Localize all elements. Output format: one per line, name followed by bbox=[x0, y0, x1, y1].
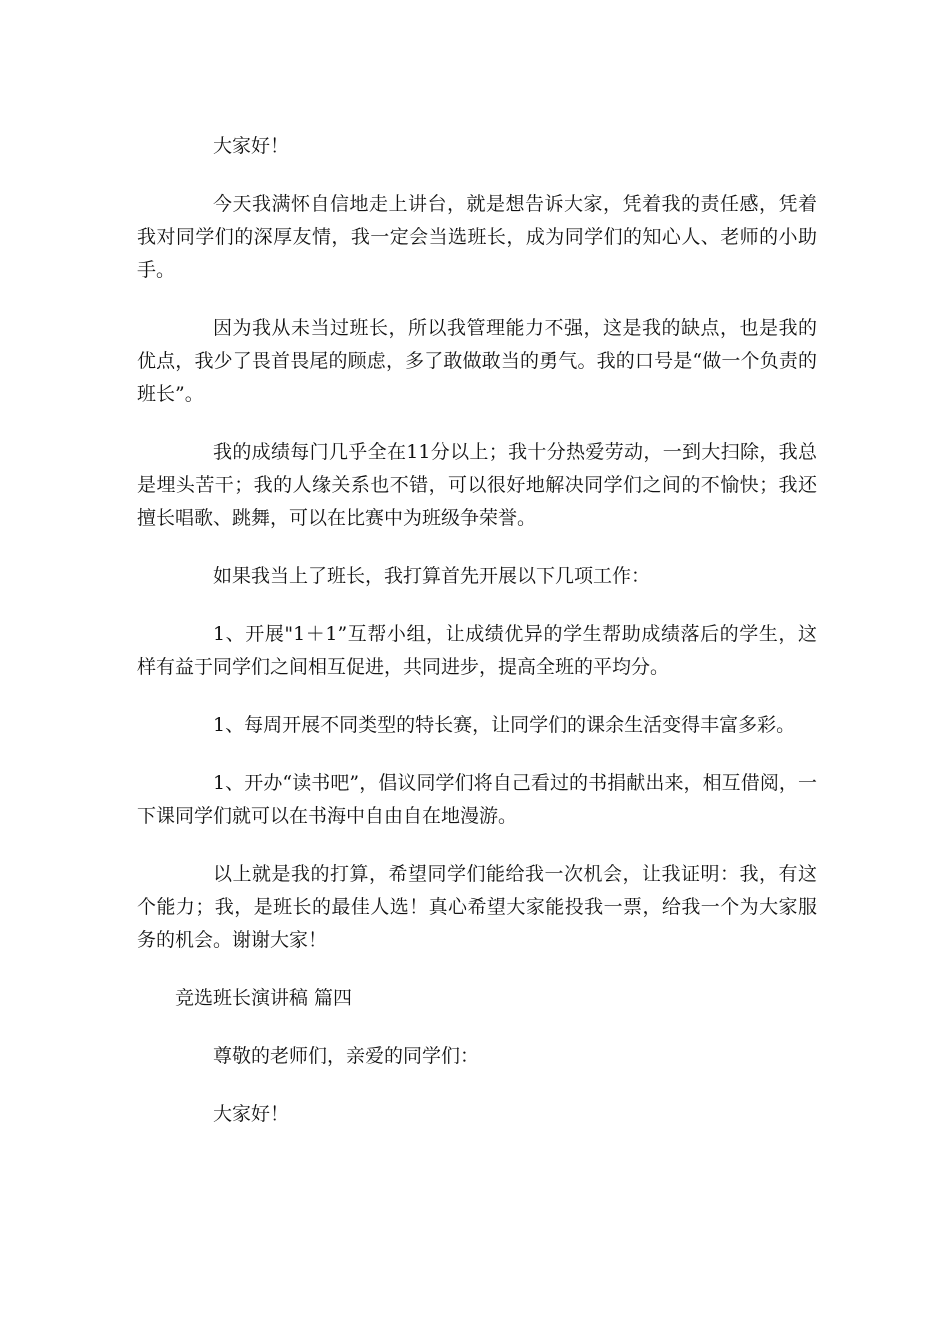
greeting-paragraph: 大家好！ bbox=[213, 135, 290, 157]
intro-paragraph: 今天我满怀自信地走上讲台，就是想告诉大家，凭着我的责任感，凭着我对同学们的深厚友情，我一定会当选班长，成为同学们的知心人、老师的小助手。 bbox=[137, 193, 817, 281]
speech-body bbox=[137, 130, 817, 1156]
closing-greeting-paragraph: 大家好！ bbox=[213, 1103, 290, 1125]
strengths-paragraph: 我的成绩每门几乎全在11分以上；我十分热爱劳动，一到大扫除，我总是埋头苦干；我的人缘关系也不错，可以很好地解决同学们之间的不愉快；我还擅长唱歌、跳舞，可以在比赛中为班级争荣誉。 bbox=[137, 441, 817, 529]
section-heading: 竞选班长演讲稿 篇四 bbox=[175, 987, 353, 1009]
plan-item-3: 1、开办“读书吧”，倡议同学们将自己看过的书捐献出来，相互借阅，一下课同学们就可以在书海中自由自在地漫游。 bbox=[137, 772, 817, 827]
plan-item-2: 1、每周开展不同类型的特长赛，让同学们的课余生活变得丰富多彩。 bbox=[213, 714, 796, 736]
weakness-paragraph: 因为我从未当过班长，所以我管理能力不强，这是我的缺点，也是我的优点，我少了畏首畏尾的顾虑，多了敢做敢当的勇气。我的口号是“做一个负责的班长”。 bbox=[137, 317, 817, 405]
conclusion-paragraph: 以上就是我的打算，希望同学们能给我一次机会，让我证明：我，有这个能力；我，是班长的最佳人选！真心希望大家能投我一票，给我一个为大家服务的机会。谢谢大家！ bbox=[137, 863, 817, 951]
plan-item-1: 1、开展"1＋1”互帮小组，让成绩优异的学生帮助成绩落后的学生，这样有益于同学们之间相互促进，共同进步，提高全班的平均分。 bbox=[137, 623, 817, 678]
salutation-paragraph: 尊敬的老师们，亲爱的同学们： bbox=[213, 1045, 480, 1067]
plan-intro-paragraph: 如果我当上了班长，我打算首先开展以下几项工作： bbox=[213, 565, 651, 587]
